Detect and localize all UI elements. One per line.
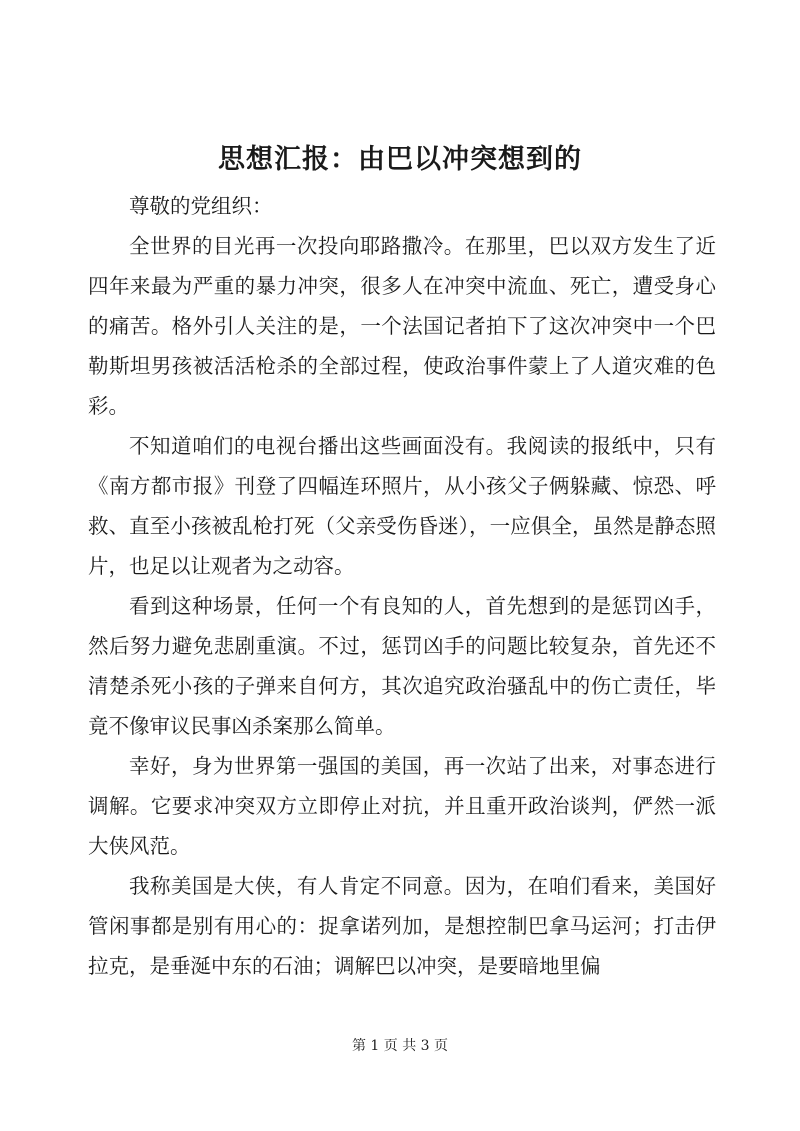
salutation: 尊敬的党组织： (129, 194, 273, 218)
paragraph: 幸好，身为世界第一强国的美国，再一次站了出来，对事态进行调解。它要求冲突双方立即停止对抗，并且重开政治谈判，俨然一派大侠风范。 (88, 754, 716, 858)
page-number-footer: 第 1 页 共 3 页 (351, 1038, 449, 1054)
paragraph: 全世界的目光再一次投向耶路撒冷。在那里，巴以双方发生了近四年来最为严重的暴力冲突，很多人在冲突中流血、死亡，遭受身心的痛苦。格外引人关注的是，一个法国记者拍下了这次冲突中一个巴勒斯坦男孩被活活枪杀的全部过程，使政治事件蒙上了人道灾难的色彩。 (88, 234, 716, 418)
paragraph: 不知道咱们的电视台播出这些画面没有。我阅读的报纸中，只有《南方都市报》刊登了四幅连环照片，从小孩父子俩躲藏、惊恐、呼救、直至小孩被乱枪打死（父亲受伤昏迷），一应俱全，虽然是静态照片，也足以让观者为之动容。 (88, 434, 716, 578)
document-body (88, 186, 716, 986)
document-title: 思想汇报：由巴以冲突想到的 (218, 144, 582, 175)
paragraph: 看到这种场景，任何一个有良知的人，首先想到的是惩罚凶手，然后努力避免悲剧重演。不过，惩罚凶手的问题比较复杂，首先还不清楚杀死小孩的子弹来自何方，其次追究政治骚乱中的伤亡责任，毕竟不像审议民事凶杀案那么简单。 (88, 594, 716, 738)
paragraph: 我称美国是大侠，有人肯定不同意。因为，在咱们看来，美国好管闲事都是别有用心的：捉拿诺列加，是想控制巴拿马运河；打击伊拉克，是垂涎中东的石油；调解巴以冲突，是要暗地里偏 (88, 874, 716, 978)
